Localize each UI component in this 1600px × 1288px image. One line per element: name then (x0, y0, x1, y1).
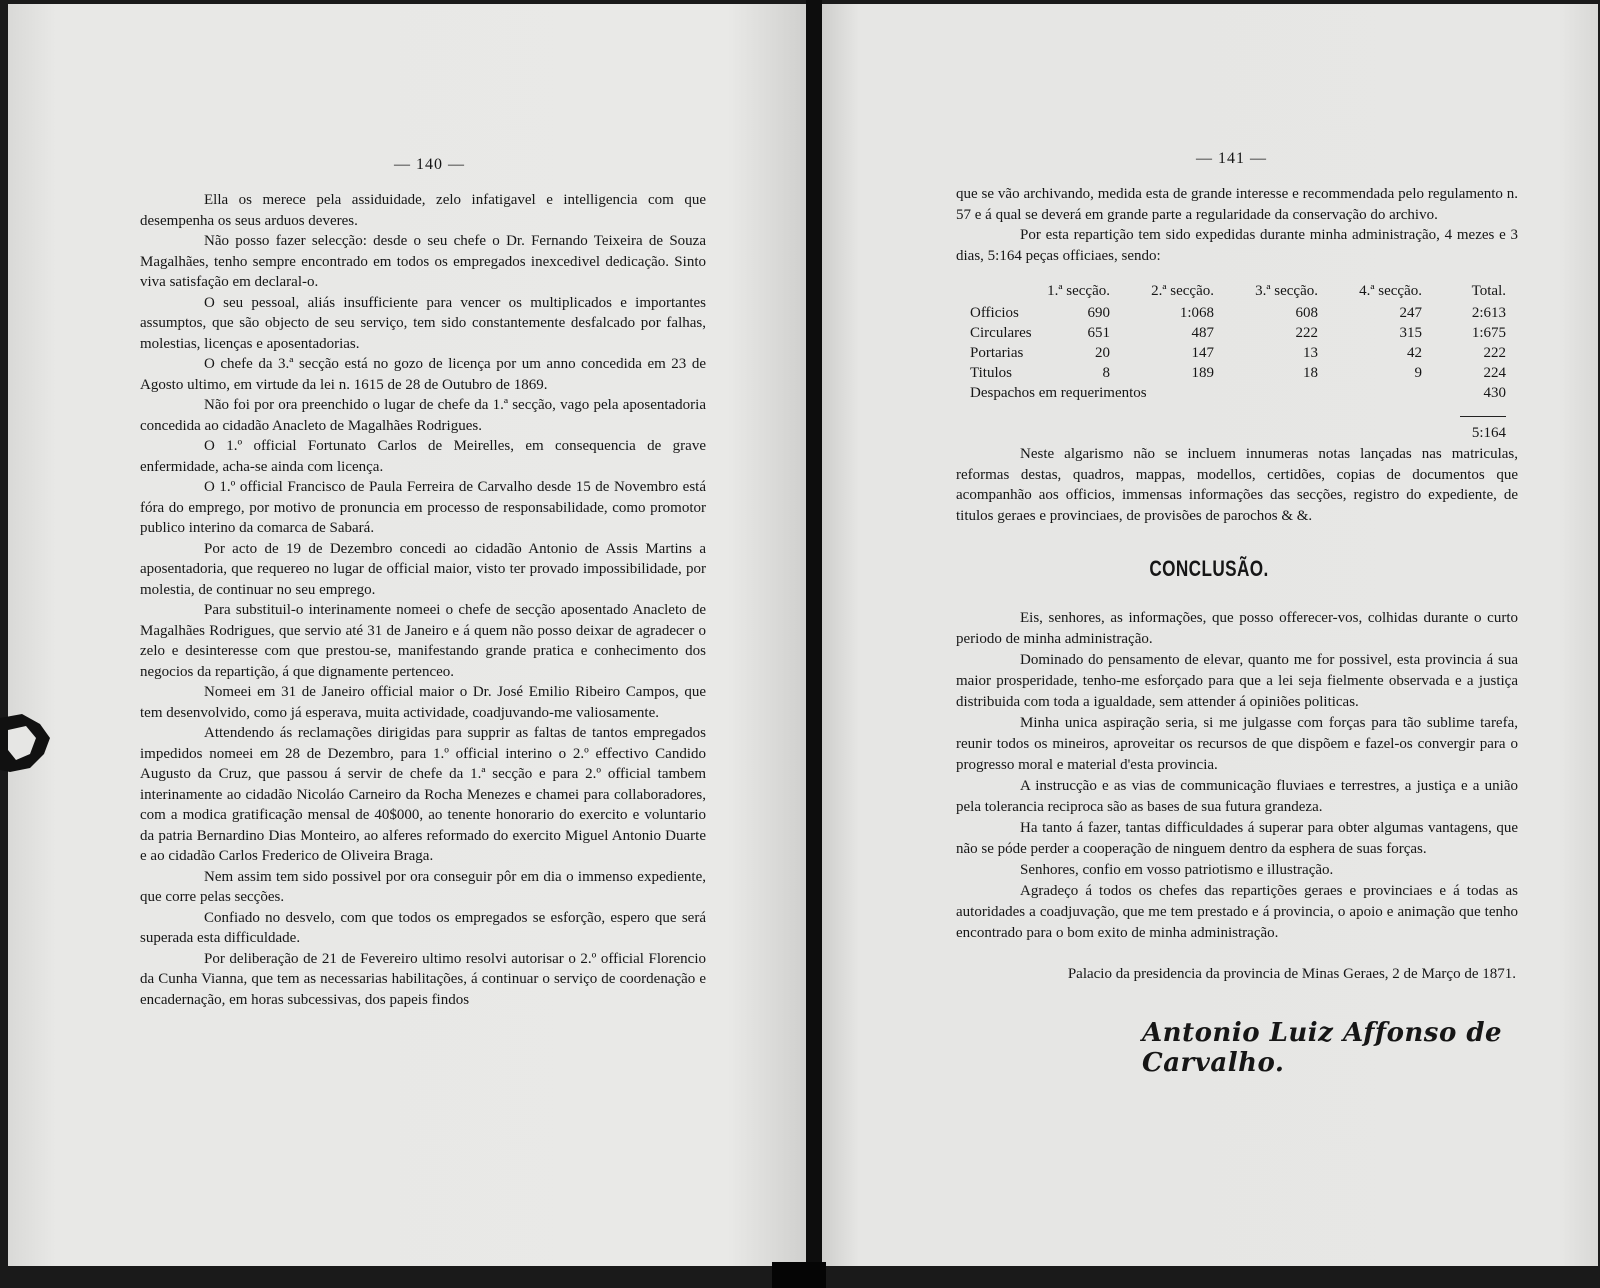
paragraph: Agradeço á todos os chefes das repartições geraes e provinciaes e á todas as autoridades a coadjuvação, que me tem prestado e á provincia, o apoio e animação que tenho encontrado para o bom exito de minha administração. (956, 883, 1518, 941)
table-cell: 147 (1191, 344, 1214, 361)
paragraph: Nem assim tem sido possivel por ora conseguir pôr em dia o immenso expediente, que corre pelas secções. (140, 868, 706, 905)
table-cell: 2:613 (1471, 304, 1506, 321)
paragraph: Dominado do pensamento de elevar, quanto me for possivel, esta provincia á sua maior prosperidade, tenho-me esforçado para que a lei seja fielmente observada e a justiça distribuida com toda a igualdade, sem attender á opiniões politicas. (956, 652, 1518, 710)
left-page (8, 4, 808, 1272)
paragraph: Confiado no desvelo, com que todos os empregados se esforção, espero que será superada esta difficuldade. (140, 909, 706, 946)
page-number: — 141 — (1196, 150, 1267, 167)
paragraph: O chefe da 3.ª secção está no gozo de licença por um anno concedida em 23 de Agosto ultimo, em virtude da lei n. 1615 de 28 de Outubro de 1869. (140, 356, 706, 393)
paragraph: Ha tanto á fazer, tantas difficuldades á superar para obter algumas vantagens, que não se póde perder a cooperação de ninguem dentro da esphera de suas forças. (956, 820, 1518, 857)
table-row (970, 303, 1506, 323)
paragraph: Não posso fazer selecção: desde o seu chefe o Dr. Fernando Teixeira de Souza Magalhães, tenho sempre encontrado em todos os empregados inexcedivel dedicação. Sinto viva satisfação em declaral-o. (140, 233, 706, 290)
table-row (970, 363, 1506, 383)
table-cell: 42 (1407, 344, 1422, 361)
table-header (970, 282, 1044, 303)
table-cell: 608 (1295, 304, 1318, 321)
table-row (970, 423, 1506, 443)
table-cell: Officios (970, 304, 1019, 321)
paragraph: Nomeei em 31 de Janeiro official maior o Dr. José Emilio Ribeiro Campos, que tem desenvolvido, como já esperava, muita actividade, coadjuvando-me valiosamente. (140, 684, 706, 721)
table-cell: 222 (1483, 344, 1506, 361)
table-cell: 1:068 (1179, 304, 1214, 321)
table-row (970, 403, 1506, 423)
table-cell: 651 (1087, 324, 1110, 341)
signature: Antonio Luiz Affonso de Carvalho. (1142, 1018, 1503, 1078)
paragraph: Senhores, confio em vosso patriotismo e illustração. (1020, 862, 1334, 878)
table-cell: Portarias (970, 344, 1024, 361)
paragraph: Não foi por ora preenchido o lugar de chefe da 1.ª secção, vago pela aposentadoria concedida ao cidadão Anacleto de Magalhães Rodrigues. (140, 397, 706, 434)
scan-border (772, 1262, 826, 1288)
book-spine (806, 0, 822, 1288)
paragraph: Por deliberação de 21 de Fevereiro ultimo resolvi autorisar o 2.º official Florencio da Cunha Vianna, que tem as necessarias habilitações, á continuar o serviço de coordenação e encadernação, em horas subcessivas, dos papeis findos (140, 950, 706, 1008)
paragraph: Minha unica aspiração seria, si me julgasse com forças para tão sublime tarefa, reunir todos os mineiros, aproveitar os recursos de que dispõem e fazel-os convergir para o progresso moral e material d'esta provincia. (956, 715, 1518, 773)
page-number: — 140 — (394, 156, 465, 173)
paragraph: O 1.º official Francisco de Paula Ferreira de Carvalho desde 15 de Novembro está fóra do emprego, por motivo de pronuncia em processo de responsabilidade, como promotor publico interino da comarca de Sabará. (140, 479, 706, 536)
table-cell: 1:675 (1471, 324, 1506, 341)
right-page (820, 4, 1598, 1272)
table-cell: Despachos em requerimentos (970, 384, 1147, 401)
paragraph: que se vão archivando, medida esta de grande interesse e recommendada pelo regulamento n. 57 e á qual se deverá em grande parte a regularidade da conservação do archivo. (956, 186, 1518, 223)
closing-line: Palacio da presidencia da provincia de Minas Geraes, 2 de Março de 1871. (1067, 966, 1516, 982)
table-row (970, 383, 1506, 403)
table-cell: Circulares (970, 324, 1032, 341)
table-header: 4.ª secção. (1359, 283, 1422, 299)
table-cell: 8 (1102, 364, 1110, 381)
table-cell: 18 (1303, 364, 1318, 381)
table-cell: 690 (1087, 304, 1110, 321)
paragraph: Por esta repartição tem sido expedidas durante minha administração, 4 mezes e 3 dias, 5:164 peças officiaes, sendo: (956, 227, 1518, 264)
table-cell: 224 (1483, 364, 1506, 381)
paragraph: O seu pessoal, aliás insufficiente para vencer os multiplicados e importantes assumptos, que são objecto de seu serviço, tem sido constantemente desfalcado por falhas, molestias, licenças e aposentadorias. (140, 294, 706, 352)
table-cell: Titulos (970, 364, 1012, 381)
sum-rule (1422, 403, 1506, 423)
table-header: Total. (1471, 283, 1506, 299)
right-page-opening (956, 184, 1518, 266)
table-row (970, 323, 1506, 343)
page-tear-mark (0, 714, 52, 772)
grand-total: 5:164 (1471, 424, 1506, 441)
paragraph: Para substituil-o interinamente nomeei o chefe de secção aposentado Anacleto de Magalhães Rodrigues, que servio até 31 de Janeiro e á quem não posso deixar de agradecer o zelo e desinteresse com que prestou-se, manifestando grande pratica e conhecimento dos negocios da repartição, á que dignamente pertenceo. (140, 602, 706, 680)
paragraph: Ella os merece pela assiduidade, zelo infatigavel e intelligencia com que desempenha os seus arduos deveres. (140, 192, 706, 229)
table-row (970, 343, 1506, 363)
table-cell: 487 (1191, 324, 1214, 341)
table-cell: 222 (1295, 324, 1318, 341)
table-cell: 315 (1399, 324, 1422, 341)
left-page-body (140, 190, 706, 1010)
table-header: 1.ª secção. (1047, 283, 1110, 299)
table-header: 2.ª secção. (1151, 283, 1214, 299)
table-header: 3.ª secção. (1255, 283, 1318, 299)
table-note (956, 444, 1518, 526)
table-header-row (970, 282, 1506, 303)
table-cell: 13 (1303, 344, 1318, 361)
dispatch-statistics-table (970, 282, 1506, 443)
table-cell: 247 (1399, 304, 1422, 321)
paragraph: A instrucção e as vias de communicação fluviaes e terrestres, a justiça e a união pela tolerancia reciproca são as bases de sua futura grandeza. (956, 778, 1518, 815)
paragraph: Neste algarismo não se incluem innumeras notas lançadas nas matriculas, reformas destas, quadros, mappas, modellos, certidões, copias de documentos que acompanhão aos officios, immensas informações das secções, registro do expediente, de titulos geraes e provinciaes, de provisões de parochos & &. (956, 446, 1518, 524)
table-cell: 9 (1414, 364, 1422, 381)
paragraph: Attendendo ás reclamações dirigidas para supprir as faltas de tantos empregados impedidos nomeei em 28 de Dezembro, para 1.º official interino o 2.º effectivo Candido Augusto da Cruz, que passou á servir de chefe da 1.ª secção e para 2.º official tambem interinamente ao cidadão Nicoláo Carneiro da Rocha Menezes e chamei para collaboradores, com a modica gratificação mensal de 40$000, ao tenente honorario do exercito e voluntario da patria Bernardino Dias Monteiro, ao alferes reformado do exercito Miguel Antonio Duarte e ao cidadão Carlos Frederico de Oliveira Braga. (140, 725, 706, 864)
table-cell: 189 (1191, 364, 1214, 381)
table-cell: 430 (1483, 384, 1506, 401)
table-cell: 20 (1095, 344, 1110, 361)
paragraph: Por acto de 19 de Dezembro concedi ao cidadão Antonio de Assis Martins a aposentadoria, que requereo no lugar de official maior, visto ter provado impossibilidade, por molestia, de continuar no seu emprego. (140, 540, 706, 598)
table-body (970, 303, 1506, 383)
paragraph: Eis, senhores, as informações, que posso offerecer-vos, colhidas durante o curto periodo de minha administração. (956, 610, 1518, 647)
conclusion-body (956, 608, 1518, 944)
section-heading: CONCLUSÃO. (1149, 556, 1269, 581)
paragraph: O 1.º official Fortunato Carlos de Meirelles, em consequencia de grave enfermidade, acha-se ainda com licença. (140, 438, 706, 475)
